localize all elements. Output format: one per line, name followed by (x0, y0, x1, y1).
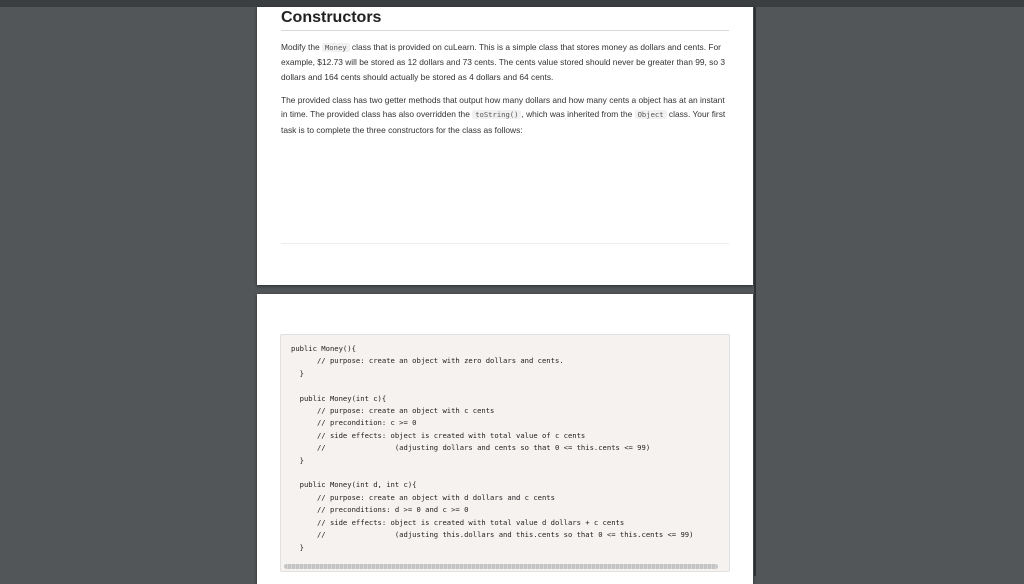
document-page-2 (257, 294, 753, 584)
para1-text-2: class that is provided on cuLearn. This is a simple class that stores money as dollars and cents. For example, $12.73 will be stored as 12 dollars and 73 cents. The cents value stored should never be greater than 99, so 3 dollars and 164 cents should actually be stored as 4 dollars and 64 cents. (281, 42, 725, 82)
code-line: public Money(int c){ (291, 393, 387, 403)
para2-text-3: class. Your first task is to complete the three constructors for the class as follows: (281, 109, 726, 135)
code-line: // purpose: create an object with c cents (291, 406, 495, 416)
viewer-toolbar (0, 0, 1024, 7)
para1-text-1: Modify the (281, 42, 322, 52)
code-line: public Money(int d, int c){ (291, 480, 417, 490)
code-line: // preconditions: d >= 0 and c >= 0 (291, 505, 469, 515)
money-class-code: Money (322, 43, 350, 52)
code-line: // precondition: c >= 0 (291, 418, 417, 428)
heading-divider (281, 30, 729, 31)
code-line: // purpose: create an object with zero dollars and cents. (291, 356, 564, 366)
object-class-code: Object (635, 110, 667, 119)
code-line: } (291, 542, 304, 552)
code-line: // (adjusting this.dollars and this.cents so that 0 <= this.cents <= 99) (291, 530, 694, 540)
constructor-code (291, 343, 693, 554)
horizontal-scrollbar[interactable] (284, 564, 718, 569)
section-heading: Constructors (281, 9, 382, 26)
code-line: // side effects: object is created with total value of c cents (291, 430, 586, 440)
code-line: // side effects: object is created with total value d dollars + c cents (291, 517, 625, 527)
document-page-1 (257, 7, 753, 285)
page-edge-shadow (754, 7, 756, 576)
para2-text-2: , which was inherited from the (521, 109, 635, 120)
code-line: // purpose: create an object with d dollars and c cents (291, 492, 555, 502)
intro-paragraph (281, 40, 731, 84)
code-line: } (291, 455, 304, 465)
code-line: public Money(){ (291, 344, 356, 353)
page-bottom-divider (281, 243, 729, 244)
code-block[interactable] (280, 334, 730, 572)
getter-paragraph (281, 93, 731, 137)
tostring-code: toString() (472, 110, 521, 119)
code-line: // (adjusting dollars and cents so that 0 <= this.cents <= 99) (291, 443, 651, 453)
para2-text-1: The provided class has two getter methods that output how many dollars and how many cents a object has at an instant in time. The provided class has also overridden the (281, 95, 725, 120)
code-line: } (291, 368, 304, 378)
